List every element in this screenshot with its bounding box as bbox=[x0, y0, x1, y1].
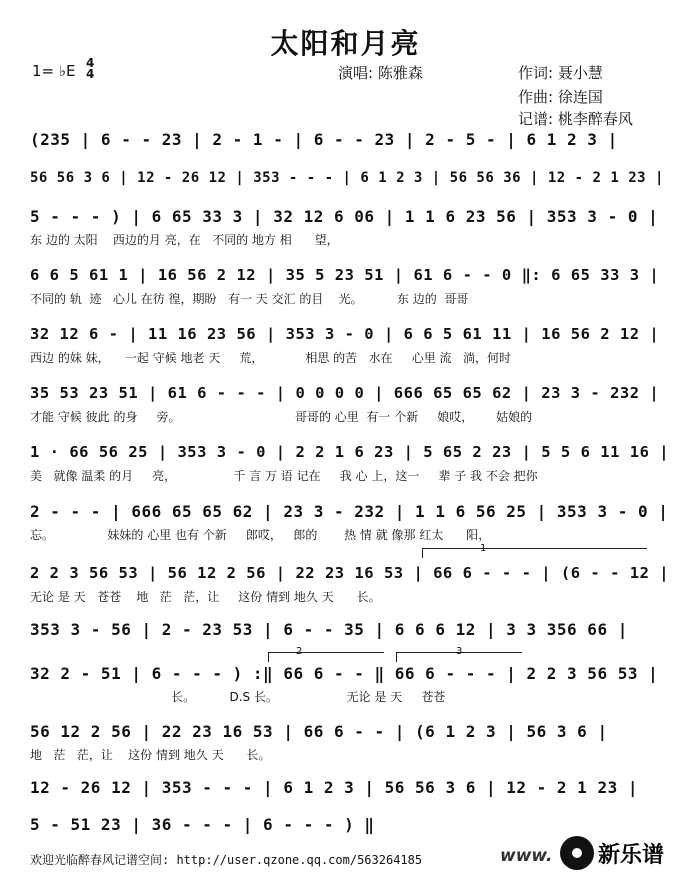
note-line: 5 - - - ) | 6 65 33 3 | 32 12 6 06 | 1 1 6 23 56 | 353 3 - 0 | bbox=[30, 207, 659, 226]
lyric-line: 无论 是 天 苍苍 地 茫 茫，让 这份 情到 地久 天 长。 bbox=[30, 590, 381, 604]
note-line: 32 2 - 51 | 6 - - - ) :‖ 66 6 - - ‖ 66 6 - - - | 2 2 3 56 53 | bbox=[30, 664, 659, 683]
note-line: 35 53 23 51 | 61 6 - - - | 0 0 0 0 | 666 65 65 62 | 23 3 - 232 | bbox=[30, 384, 660, 402]
lyric-line: 西边 的妹 妹， 一起 守候 地老 天 荒， 相思 的苦 水在 心里 流 淌，何时 bbox=[30, 351, 511, 365]
volta-number-3: 3 bbox=[456, 646, 463, 657]
singer: 演唱: 陈雅森 bbox=[338, 64, 423, 82]
time-signature bbox=[86, 58, 94, 80]
note-line: 1 · 66 56 25 | 353 3 - 0 | 2 2 1 6 23 | 5 65 2 23 | 5 5 6 11 16 | bbox=[30, 443, 670, 461]
note-line: 2 - - - | 666 65 65 62 | 23 3 - 232 | 1 1 6 56 25 | 353 3 - 0 | bbox=[30, 502, 669, 521]
logo-brand: 新乐谱 bbox=[598, 843, 665, 868]
lyric-line: 不同的 轨 迹 心儿 在彷 徨，期盼 有一 天 交汇 的目 光。 东 边的 哥哥 bbox=[30, 292, 469, 306]
composer: 作曲: 徐连国 bbox=[518, 88, 603, 106]
volta-number-2: 2 bbox=[296, 646, 303, 657]
lyric-line: 长。 D.S 长。 无论 是 天 苍苍 bbox=[30, 690, 446, 704]
volta-number-1: 1 bbox=[480, 543, 487, 554]
time-sig-bottom: 4 bbox=[86, 67, 95, 81]
lyric-line: 忘。 妹妹的 心里 也有 个新 郎哎， 郎的 热 情 就 像那 红太 阳， bbox=[30, 528, 491, 542]
note-line: 6 6 5 61 1 | 16 56 2 12 | 35 5 23 51 | 61 6 - - 0 ‖: 6 65 33 3 | bbox=[30, 266, 660, 284]
lyric-line: 地 茫 茫，让 这份 情到 地久 天 长。 bbox=[30, 748, 271, 762]
logo-www: www. bbox=[500, 846, 553, 866]
lyric-line: 东 边的 太阳 西边的月 亮，在 不同的 地方 相 望， bbox=[30, 233, 339, 247]
lyric-line: 才能 守候 彼此 的身 旁。 哥哥的 心里 有一 个新 娘哎， 姑娘的 bbox=[30, 410, 533, 424]
page-title: 太阳和月亮 bbox=[270, 27, 421, 60]
note-line: 5 - 51 23 | 36 - - - | 6 - - - ) ‖ bbox=[30, 815, 375, 834]
vinyl-disc-icon bbox=[560, 836, 594, 870]
note-line: (235 | 6 - - 23 | 2 - 1 - | 6 - - 23 | 2 - 5 - | 6 1 2 3 | bbox=[30, 130, 618, 149]
note-line: 32 12 6 - | 11 16 23 56 | 353 3 - 0 | 6 6 5 61 11 | 16 56 2 12 | bbox=[30, 325, 660, 343]
footer-note: 欢迎光临醉春风记谱空间: http://user.qzone.qq.com/563264185 bbox=[30, 853, 423, 867]
time-sig-top: 4 bbox=[86, 56, 95, 70]
lyric-line: 美 就像 温柔 的月 亮， 千 言 万 语 记在 我 心 上，这一 辈 子 我 不会 把你 bbox=[30, 469, 538, 483]
note-line: 56 56 3 6 | 12 - 26 12 | 353 - - - | 6 1 2 3 | 56 56 36 | 12 - 2 1 23 | bbox=[30, 170, 664, 186]
lyricist: 作词: 聂小慧 bbox=[518, 64, 603, 82]
note-line: 2 2 3 56 53 | 56 12 2 56 | 22 23 16 53 | 66 6 - - - | (6 - - 12 | bbox=[30, 564, 670, 582]
note-line: 12 - 26 12 | 353 - - - | 6 1 2 3 | 56 56 3 6 | 12 - 2 1 23 | bbox=[30, 778, 638, 797]
key-signature: 1= ♭E bbox=[32, 62, 76, 80]
note-line: 353 3 - 56 | 2 - 23 53 | 6 - - 35 | 6 6 6 12 | 3 3 356 66 | bbox=[30, 620, 628, 639]
note-line: 56 12 2 56 | 22 23 16 53 | 66 6 - - | (6 1 2 3 | 56 3 6 | bbox=[30, 722, 608, 741]
transcriber: 记谱: 桃李醉春风 bbox=[518, 110, 633, 128]
